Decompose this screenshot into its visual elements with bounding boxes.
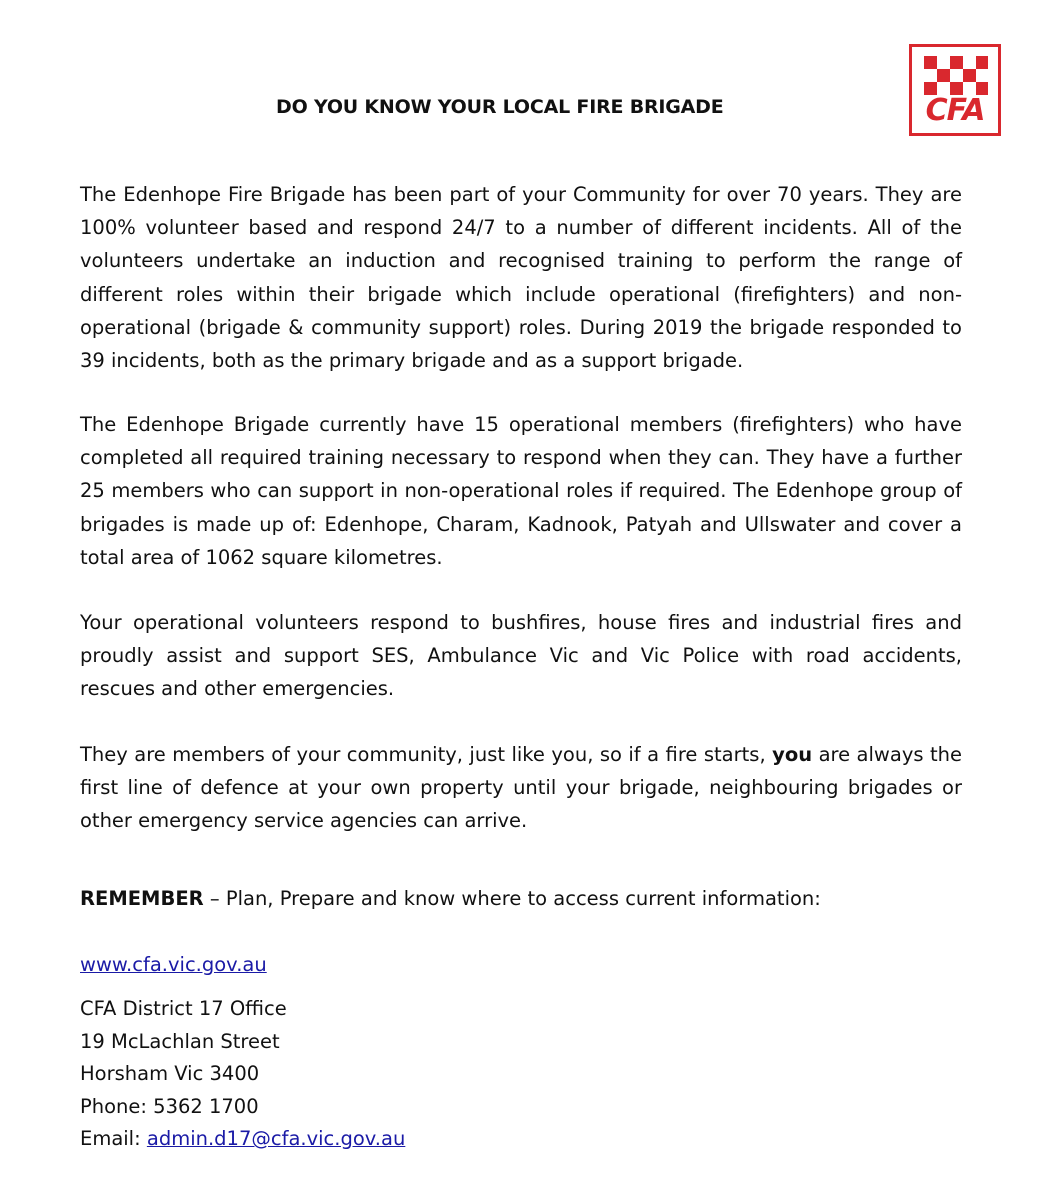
contact-block [80, 993, 405, 1156]
contact-phone: Phone: 5362 1700 [80, 1094, 259, 1118]
paragraph-first-line-of-defence [80, 738, 962, 838]
contact-street: 19 McLachlan Street [80, 1029, 280, 1053]
paragraph-text-end: are always the first line of defence at your own property until your brigade, neighbouring brigades or other emergency service agencies can arrive. [80, 743, 962, 833]
contact-email-line [80, 1123, 405, 1156]
paragraph-brigade-history: The Edenhope Fire Brigade has been part of your Community for over 70 years. They are 100% volunteer based and respond 24/7 to a number of different incidents. All of the volunteers undertake an induction and recognised training to perform the range of different roles within their brigade which include operational (firefighters) and non-operational (brigade & community support) roles. During 2019 the brigade responded to 39 incidents, both as the primary brigade and as a support brigade. [80, 183, 962, 373]
remember-line [80, 882, 821, 915]
contact-city: Horsham Vic 3400 [80, 1062, 260, 1086]
checkerboard-icon [924, 56, 988, 96]
email-link[interactable]: admin.d17@cfa.vic.gov.au [146, 1127, 406, 1151]
paragraph-brigade-members: The Edenhope Brigade currently have 15 operational members (firefighters) who have completed all required training necessary to respond when they can. They have a further 25 members who can support in non-operational roles if required. The Edenhope group of brigades is made up of: Edenhope, Charam, Kadnook, Patyah and Ullswater and cover a total area of 1062 square kilometres. [80, 413, 962, 569]
website-block [80, 950, 267, 980]
cfa-logo [909, 44, 1001, 136]
contact-email-label: Email: [80, 1127, 147, 1151]
logo-wordmark: CFA [925, 93, 985, 128]
emphasis-you: you [772, 743, 813, 766]
page-title: DO YOU KNOW YOUR LOCAL FIRE BRIGADE [276, 96, 724, 118]
contact-office: CFA District 17 Office [80, 997, 287, 1020]
paragraph-operational-duties: Your operational volunteers respond to bushfires, house fires and industrial fires and proudly assist and support SES, Ambulance Vic and Vic Police with road accidents, rescues and other emergencies. [80, 611, 962, 701]
paragraph-text-start: They are members of your community, just like you, so if a fire starts, [80, 743, 773, 766]
website-link[interactable]: www.cfa.vic.gov.au [80, 953, 267, 976]
remember-label: REMEMBER [80, 887, 204, 910]
remember-text: – Plan, Prepare and know where to access current information: [203, 887, 821, 910]
